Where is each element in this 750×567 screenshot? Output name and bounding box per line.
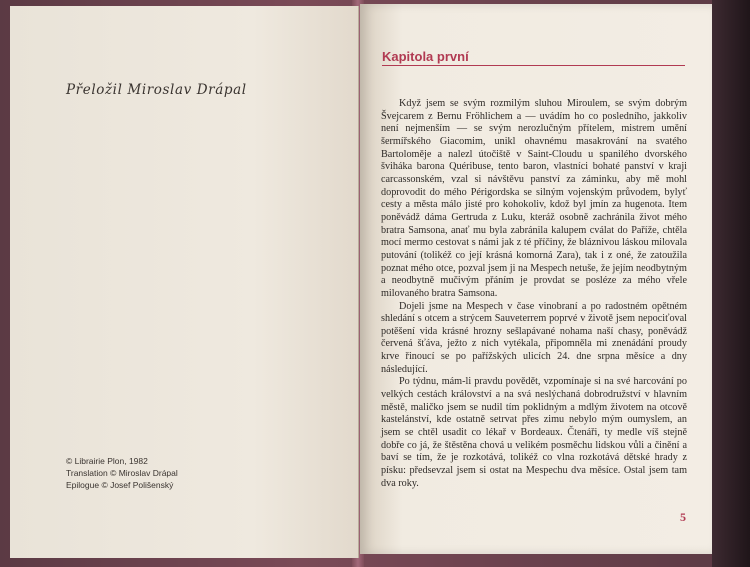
cover-edge-right	[712, 0, 750, 567]
translator-credit: Přeložil Miroslav Drápal	[66, 82, 247, 98]
chapter-title-rule	[382, 65, 685, 66]
copyright-block	[66, 455, 178, 491]
chapter-body	[381, 98, 687, 490]
chapter-title: Kapitola první	[382, 49, 469, 64]
paragraph: Když jsem se svým rozmilým sluhou Miroulem, se svým dobrým Švejcarem z Bernu Fröhlichem a — uvádím ho co posledního, jakkoliv není nejmenším — se svým nerozlučným přítelem, mistrem umění šermířského Giacomim, unikl ohavnému masakrování na svatého Bartoloměje a nalezl útočiště v Saint-Cloudu u spanilého dvorského šviháka barona Quéribuse, tento baron, vlastníci bohaté panství v kraji carcassonském, vzal si návštěvu panství za záminku, aby mě mohl doprovodit do mého Périgordska se silným vojenským průvodem, bylyť cesty a města málo jisté pro kohokoliv, kdož byl jmín za hugenota. Item poněvádž dáma Gertruda z Luku, kteráž osobně zachránila život mého bratra Samsona, anať mu byla zabránila kalupem cválat do Paříže, chtěla mocí mermo cestovat s námi jak z té příčiny, že bláznivou láskou milovala putování (tolikéž co její krásná komorná Zara), tak i z oné, že zatoužila poznat mého otce, pozval jsem ji na Mespech netuše, že jejím neodbytným a neodbytně mučivým přáním je provdat se posléze za mého vřele milovaného bratra Samsona.	[381, 98, 687, 299]
copyright-line: Epilogue © Josef Polišenský	[66, 480, 174, 490]
copyright-line: © Librairie Plon, 1982	[66, 456, 148, 466]
copyright-line: Translation © Miroslav Drápal	[66, 468, 178, 478]
page-number: 5	[680, 510, 686, 524]
paragraph: Dojeli jsme na Mespech v čase vinobraní a po radostném opětném shledání s otcem a strýcem Sauveterrem poprvé v životě jsem nepociťoval potěšení vida krásné hrozny sešlapávané nohama naší chasy, poněvádž červená šťáva, ježto z nich vytékala, připomněla mi znenádání proudy krve řinoucí se po pařížských ulicích 24. dne srpna měsíce a dny následující.	[381, 300, 687, 375]
paragraph: Po týdnu, mám-li pravdu povědět, vzpomínaje si na své harcování po velkých cestách království a na svá neslýchaná dobrodružství v hlavním městě, maličko jsem se nudil tím poklidným a mdlým životem na otcově kastelánství, kde ostatně setrvat přes zimu nebylo mým oumyslem, an jsem se chtěl usadit co lékař v Bordeaux. Čtenáři, ty medle víš stejně dobře co já, že štěstěna chová u velikém posměchu lidskou vůli a činění a baví se tím, že je rozkotává, tolikéž co vlna rozkotává dětské hrady z písku: předsevzal jsem si ostat na Mespechu dva měsíce. Ostal jsem tam dva roky.	[381, 376, 687, 489]
